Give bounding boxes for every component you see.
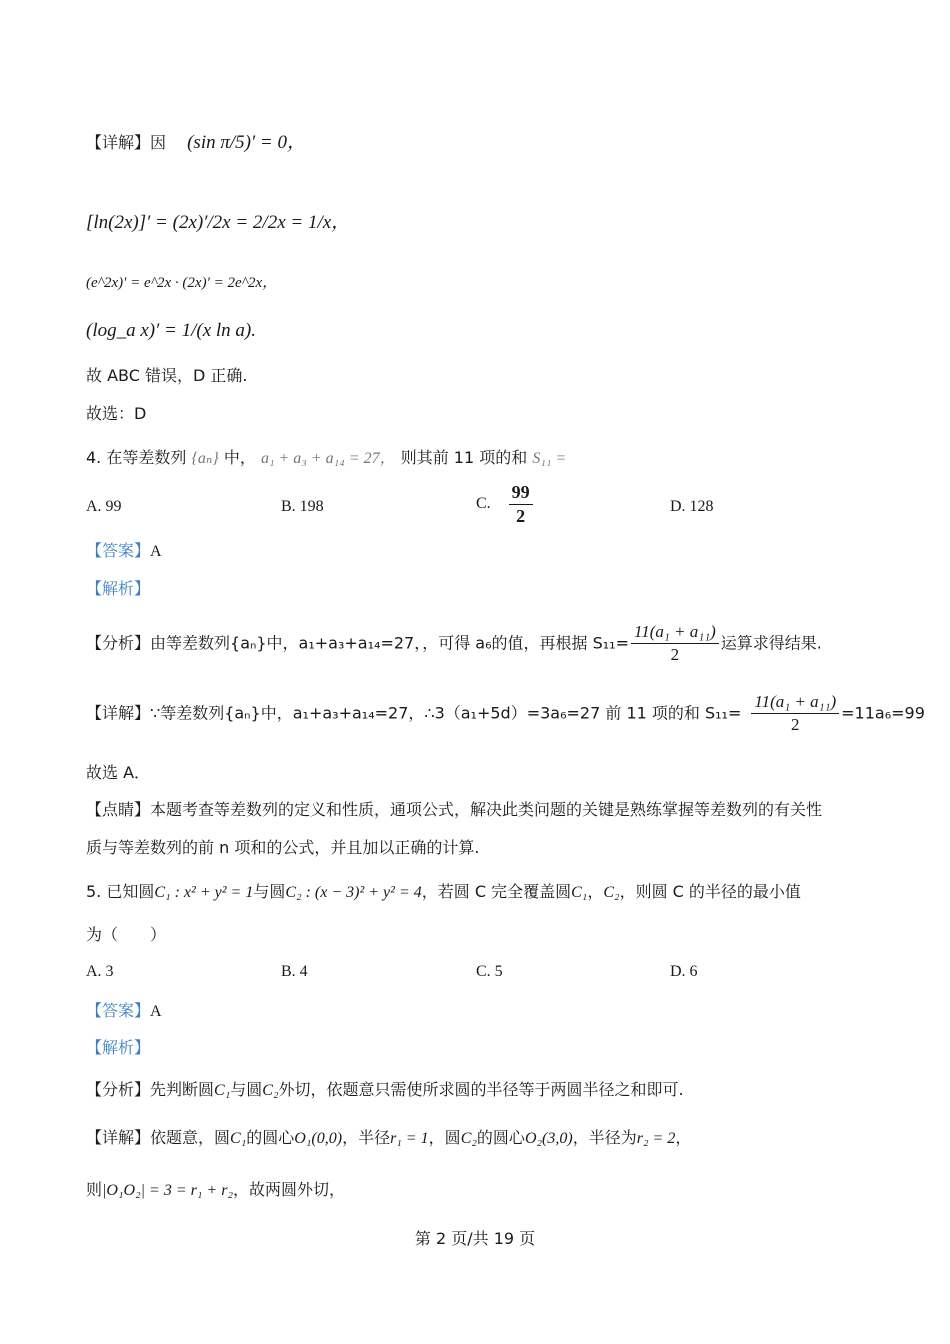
q4-stem-mid: 中，: [223, 448, 256, 467]
q4-stem-seq: {aₙ}: [191, 450, 219, 467]
q5-stem-line2: 为（ ）: [86, 925, 167, 944]
formula-ln: [ln(2x)]′ = (2x)′/2x = 2/2x = 1/x，: [86, 212, 351, 233]
q5-xiangjie-o2: O₂(3,0): [524, 1130, 573, 1147]
q4-xiangjie-frac-num: 11(a₁ + a₁₁): [751, 692, 839, 714]
q5-answer-label: 【答案】: [86, 1001, 151, 1020]
q5-answer: [86, 1001, 162, 1021]
q5-stem-mid: ，若圆 C 完全覆盖圆: [421, 882, 572, 901]
q4-option-d: D. 128: [670, 498, 714, 515]
q5-stem-prefix: 5. 已知圆: [86, 882, 155, 901]
q5-option-a: A. 3: [86, 963, 114, 980]
q5-xiangjie-text-7: ，: [675, 1128, 692, 1147]
q5-xiangjie-text-6: ，半径为: [572, 1128, 637, 1147]
q4-xiangjie-frac-den: 2: [791, 715, 800, 735]
q4-option-c: [476, 482, 535, 527]
q5-option-d: D. 6: [670, 963, 698, 980]
q5-fenxi-text-1: 先判断圆: [150, 1080, 215, 1099]
q5-xiangjie-c1: C₁: [230, 1130, 247, 1147]
prev-conclusion: 故 ABC 错误，D 正确.: [86, 366, 248, 385]
q4-option-c-den: 2: [516, 506, 526, 526]
q4-option-a: A. 99: [86, 498, 122, 515]
q5-option-c: C. 5: [476, 963, 503, 980]
q5-fenxi-text-3: 外切，依题意只需使所求圆的半径等于两圆半径之和即可.: [278, 1080, 684, 1099]
q5-fenxi-c2: C₂: [262, 1082, 279, 1099]
prev-choice: 故选：D: [86, 404, 147, 423]
q5-option-b: B. 4: [281, 963, 308, 980]
q5-xiangjie-text-4: ，圆: [428, 1128, 461, 1147]
q5-c2: C₂: [603, 884, 620, 901]
q4-choice: 故选 A．: [86, 763, 151, 782]
q4-dianjing-text-1: 本题考查等差数列的定义和性质，通项公式，解决此类问题的关键是熟练掌握等差数列的有关性: [150, 800, 823, 819]
q5-xiangjie-text-3: ，半径: [342, 1128, 391, 1147]
q5-xiangjie-text-5: 的圆心: [476, 1128, 525, 1147]
q5-answer-value: A: [150, 1003, 162, 1020]
q4-option-c-frac: [509, 482, 533, 527]
q4-fenxi-label: 【分析】: [86, 633, 151, 653]
q4-answer-label: 【答案】: [86, 541, 151, 560]
q5-then-suffix: ，故两圆外切，: [233, 1180, 346, 1199]
q5-xiangjie-r2: r₂ = 2: [636, 1130, 676, 1147]
q4-stem-target: S₁₁ =: [532, 450, 567, 467]
q4-stem-prefix: 4. 在等差数列: [86, 448, 187, 467]
q4-option-b: B. 198: [281, 498, 324, 515]
q5-xiangjie: [86, 1128, 691, 1148]
q5-xiangjie-c2: C₂: [460, 1130, 477, 1147]
q5-fenxi-text-2: 与圆: [230, 1080, 263, 1099]
q5-xiangjie-label: 【详解】: [86, 1128, 151, 1147]
q5-then-formula: |O₁O₂| = 3 = r₁ + r₂: [102, 1182, 234, 1199]
q4-xiangjie-text: ∵等差数列{aₙ}中，a₁+a₃+a₁₄=27，∴3（a₁+5d）=3a₆=27 前 11 项的和 S₁₁=: [150, 703, 742, 723]
q5-analysis-label: 【解析】: [86, 1038, 151, 1057]
q4-xiangjie: [86, 692, 925, 736]
q5-xiangjie-text-1: 依题意，圆: [150, 1128, 231, 1147]
q4-fenxi: [86, 622, 822, 666]
q5-then: [86, 1180, 345, 1200]
q4-fenxi-text: 由等差数列{aₙ}中，a₁+a₃+a₁₄=27，，可得 a₆的值，再根据 S₁₁=: [150, 633, 629, 653]
q4-xiangjie-frac: [751, 692, 839, 736]
q4-dianjing-text-2: 质与等差数列的前 n 项和的公式，并且加以正确的计算.: [86, 838, 480, 857]
q5-comma: ，: [587, 882, 604, 901]
q4-xiangjie-end: =11a₆=99: [841, 703, 925, 723]
q4-dianjing: [86, 800, 822, 819]
q4-option-c-label: C.: [476, 495, 491, 513]
q4-xiangjie-label: 【详解】: [86, 703, 151, 723]
q4-dianjing-label: 【点睛】: [86, 800, 151, 819]
q4-fenxi-frac: [631, 622, 719, 666]
q4-answer: [86, 541, 162, 561]
q4-stem-suffix: 则其前 11 项的和: [400, 448, 528, 467]
formula-log: (log_a x)′ = 1/(x ln a).: [86, 320, 256, 341]
q5-circle1: C₁ : x² + y² = 1: [154, 884, 254, 901]
formula-sin: (sin π/5)′ = 0，: [187, 132, 306, 153]
q5-stem-and: 与圆: [253, 882, 286, 901]
formula-exp-line: [86, 272, 277, 292]
q4-fenxi-end: 运算求得结果.: [720, 633, 822, 653]
q5-c1: C₁: [571, 884, 588, 901]
q4-fenxi-frac-den: 2: [670, 645, 680, 665]
q4-stem: [86, 448, 566, 468]
page-footer: 第 2 页/共 19 页: [414, 1229, 536, 1248]
q4-stem-condition: a₁ + a₃ + a₁₄ = 27，: [260, 450, 396, 467]
prev-detail-line: [86, 132, 306, 155]
q5-fenxi-c1: C₁: [214, 1082, 231, 1099]
q5-fenxi-label: 【分析】: [86, 1080, 151, 1099]
formula-exp: (e^2x)′ = e^2x · (2x)′ = 2e^2x，: [86, 275, 278, 291]
q4-option-c-num: 99: [509, 482, 533, 505]
q4-analysis-label: 【解析】: [86, 579, 151, 598]
q5-xiangjie-r1: r₁ = 1: [390, 1130, 429, 1147]
q5-xiangjie-o1: O₁(0,0): [294, 1130, 343, 1147]
q5-stem-suffix: ，则圆 C 的半径的最小值: [619, 882, 801, 901]
q5-circle2: C₂ : (x − 3)² + y² = 4: [285, 884, 422, 901]
q5-xiangjie-text-2: 的圆心: [246, 1128, 295, 1147]
q5-then-prefix: 则: [86, 1180, 103, 1199]
q4-fenxi-frac-num: 11(a₁ + a₁₁): [631, 622, 719, 644]
formula-ln-line: [86, 212, 350, 235]
detail-label: 【详解】因: [86, 133, 167, 152]
q5-fenxi: [86, 1080, 684, 1100]
q4-answer-value: A: [150, 543, 162, 560]
formula-log-line: [86, 320, 256, 343]
q5-stem: [86, 882, 801, 902]
